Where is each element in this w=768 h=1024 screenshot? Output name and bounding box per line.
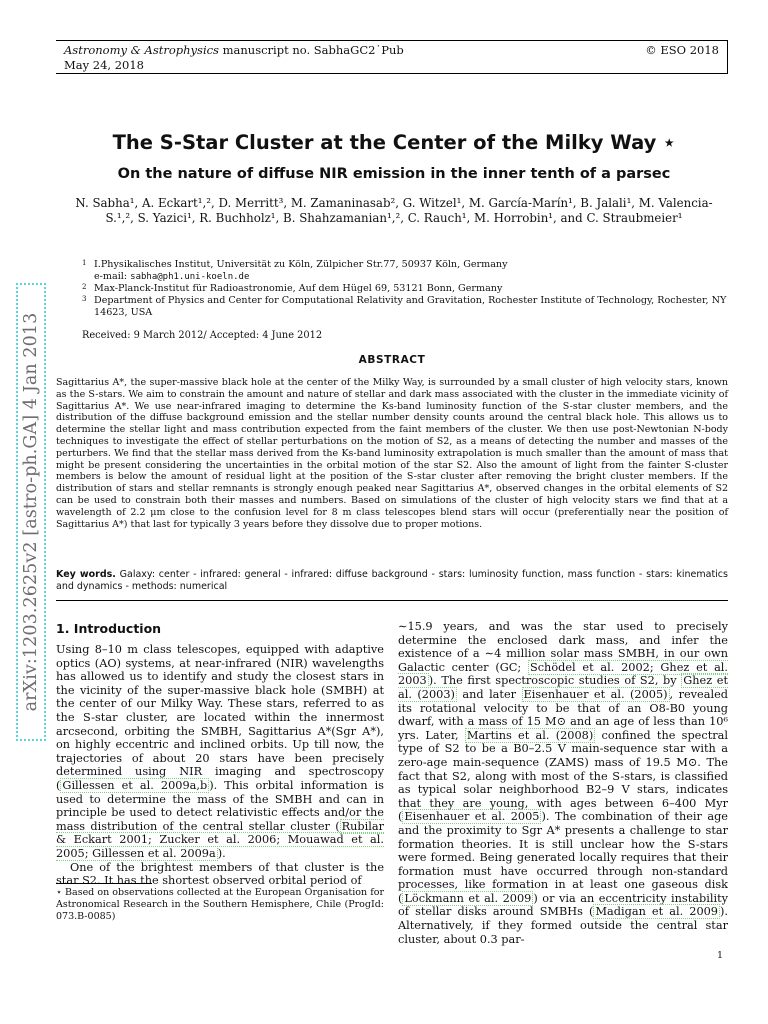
- abstract-rule: [56, 600, 728, 601]
- affiliation-2: 2 Max-Planck-Institut für Radioastronomie, Auf dem Hügel 69, 53121 Bonn, Germany: [82, 283, 503, 295]
- paper-title: The S-Star Cluster at the Center of the Milky Way ⋆: [112, 131, 676, 154]
- intro-paragraph-3: ∼15.9 years, and was the star used to precisely determine the enclosed dark mass, and infer the existence of a ∼4 million solar mass SMBH, in our own Galactic center (GC; Schödel et al. 2002; Ghez et al. 2003 ). The first spectroscopic studies of S2, by Ghez et al. (2003) and later Eisenhauer et al. (2005) , revealed its rotational velocity to be that of an O8-B0 young dwarf, with a mass of 15 M⊙ and an age of less than 10⁶ yrs. Later, Martins et al. (2008) confined the spectral type of S2 to be a B0–2.5 V main-sequence star with a zero-age main-sequence (ZAMS) mass of 19.5 M⊙. The fact that S2, along with most of the S-stars, is classified as typical solar neighborhood B2–9 V stars, indicates that they are young, with ages between 6–400 Myr ( Eisenhauer et al. 2005 ). The combination of their age and the proximity to Sgr A* presents a challenge to star formation theories. It is still unclear how the S-stars were formed. Being generated locally requires that their formation must have occurred through non-standard processes, like formation in at least one gaseous disk ( Löckmann et al. 2009 ) or via an eccentricity instability of stellar disks around SMBHs ( Madigan et al. 2009 ). Alternatively, if they formed outside the central star cluster, about 0.3 par-: [398, 620, 729, 946]
- left-column: [56, 643, 384, 888]
- journal-header: [56, 40, 728, 74]
- header-date: May 24, 2018: [64, 58, 144, 72]
- journal-name: Astronomy & Astrophysics: [64, 43, 219, 57]
- footnote-rule: [56, 883, 152, 884]
- intro-paragraph-1: Using 8–10 m class telescopes, equipped with adaptive optics (AO) systems, at near-infrared (NIR) wavelengths has allowed us to identify and study the closest stars in the vicinity of the super-massive black hole (SMBH) at the center of our Milky Way. These stars, referred to as the S-star cluster, are located within the innermost arcsecond, orbiting the SMBH, Sagittarius A*(Sgr A*), on highly eccentric and inclined orbits. Up till now, the trajectories of about 20 stars have been precisely determined using NIR imaging and spectroscopy ( Gillessen et al. 2009a,b ). This orbital information is used to determine the mass of the SMBH and can in principle be used to detect relativistic effects and/or the mass distribution of the central stellar cluster ( Rubilar & Eckart 2001; Zucker et al. 2006; Mouawad et al. 2005; Gillessen et al. 2009a ).: [56, 643, 384, 860]
- affiliation-1: 1 I.Physikalisches Institut, Universität zu Köln, Zülpicher Str.77, 50937 Köln, Germany: [82, 259, 508, 270]
- affiliation-email: e-mail: sabha@ph1.uni-koeln.de: [94, 271, 250, 283]
- affiliation-3: 3 Department of Physics and Center for Computational Relativity and Gravitation, Rochester Institute of Technology, Rochester, NY 14623, USA: [82, 295, 727, 319]
- footnote: ⋆ Based on observations collected at the European Organisation for Astronomical Research in the Southern Hemisphere, Chile (ProgId: 073.B-0085): [56, 887, 384, 922]
- abstract-text: Sagittarius A*, the super-massive black hole at the center of the Milky Way, is surrounded by a small cluster of high velocity stars, known as the S-stars. We aim to constrain the amount and nature of stellar and dark mass associated with the cluster in the immediate vicinity of Sagittarius A*. We use near-infrared imaging to determine the Ks-band luminosity function of the S-star cluster members, and the distribution of the diffuse background emission and the stellar number density counts around the central black hole. This allows us to determine the stellar light and mass contribution expected from the faint members of the cluster. We then use post-Newtonian N-body techniques to investigate the effect of stellar perturbations on the motion of S2, as a means of detecting the number and masses of the perturbers. We find that the stellar mass derived from the Ks-band luminosity extrapolation is much smaller than the amount of mass that might be present considering the uncertainties in the orbital motion of the star S2. Also the amount of light from the fainter S-cluster members is below the amount of residual light at the position of the S-star cluster after removing the bright cluster members. If the distribution of stars and stellar remnants is strongly enough peaked near Sagittarius A*, observed changes in the orbital elements of S2 can be used to constrain both their masses and numbers. Based on simulations of the cluster of high velocity stars we find that at a wavelength of 2.2 μm close to the confusion level for 8 m class telescopes blend stars will occur (preferentially near the position of Sagittarius A*) that last for typically 3 years before they dissolve due to proper motions.: [56, 377, 728, 530]
- right-column: [398, 620, 728, 946]
- citation-link[interactable]: Eisenhauer et al. 2005: [404, 810, 540, 824]
- manuscript-id: manuscript no. SabhaGC2˙Pub: [218, 43, 404, 57]
- citation-link[interactable]: Löckmann et al. 2009: [404, 891, 532, 905]
- affiliation-list: [82, 259, 728, 319]
- email-link[interactable]: sabha@ph1.uni-koeln.de: [130, 272, 250, 283]
- section-heading-introduction: 1. Introduction: [56, 621, 162, 636]
- intro-paragraph-2: One of the brightest members of that cluster is the star S2. It has the shortest observed orbital period of: [56, 860, 384, 888]
- author-list: N. Sabha¹, A. Eckart¹,², D. Merritt³, M. Zamaninasab², G. Witzel¹, M. García-Marín¹, B. Jalali¹, M. Valencia-S.¹,², S. Yazici¹, R. Buchholz¹, B. Shahzamanian¹,², C. Rauch¹, M. Horrobin¹, and C. Straubmeier¹: [75, 196, 713, 226]
- keywords-label: Key words.: [56, 569, 116, 580]
- abstract-heading: ABSTRACT: [358, 354, 426, 366]
- paper-subtitle: On the nature of diffuse NIR emission in the inner tenth of a parsec: [117, 166, 671, 182]
- citation-link[interactable]: Eisenhauer et al. (2005): [523, 687, 668, 701]
- citation-link[interactable]: Rubilar & Eckart 2001; Zucker et al. 2006; Mouawad et al. 2005; Gillessen et al. 2009a: [56, 819, 384, 860]
- citation-link[interactable]: Martins et al. (2008): [466, 728, 594, 742]
- keywords: [56, 569, 728, 593]
- citation-link[interactable]: Madigan et al. 2009: [595, 905, 718, 919]
- citation-link[interactable]: Ghez et al. (2003): [398, 674, 728, 701]
- keywords-text: Galaxy: center - infrared: general - infrared: diffuse background - stars: luminosity function, mass function - stars: kinematics and dynamics - methods: numerical: [56, 569, 728, 592]
- citation-link[interactable]: Gillessen et al. 2009a,b: [62, 778, 208, 792]
- header-journal-line: [64, 43, 404, 58]
- header-copyright: © ESO 2018: [645, 43, 719, 57]
- page-number: 1: [717, 950, 724, 961]
- received-accepted-dates: Received: 9 March 2012/ Accepted: 4 June 2012: [82, 330, 323, 341]
- arxiv-identifier[interactable]: arXiv:1203.2625v2 [astro-ph.GA] 4 Jan 2013: [21, 312, 41, 712]
- citation-link[interactable]: Schödel et al. 2002; Ghez et al. 2003: [398, 660, 729, 688]
